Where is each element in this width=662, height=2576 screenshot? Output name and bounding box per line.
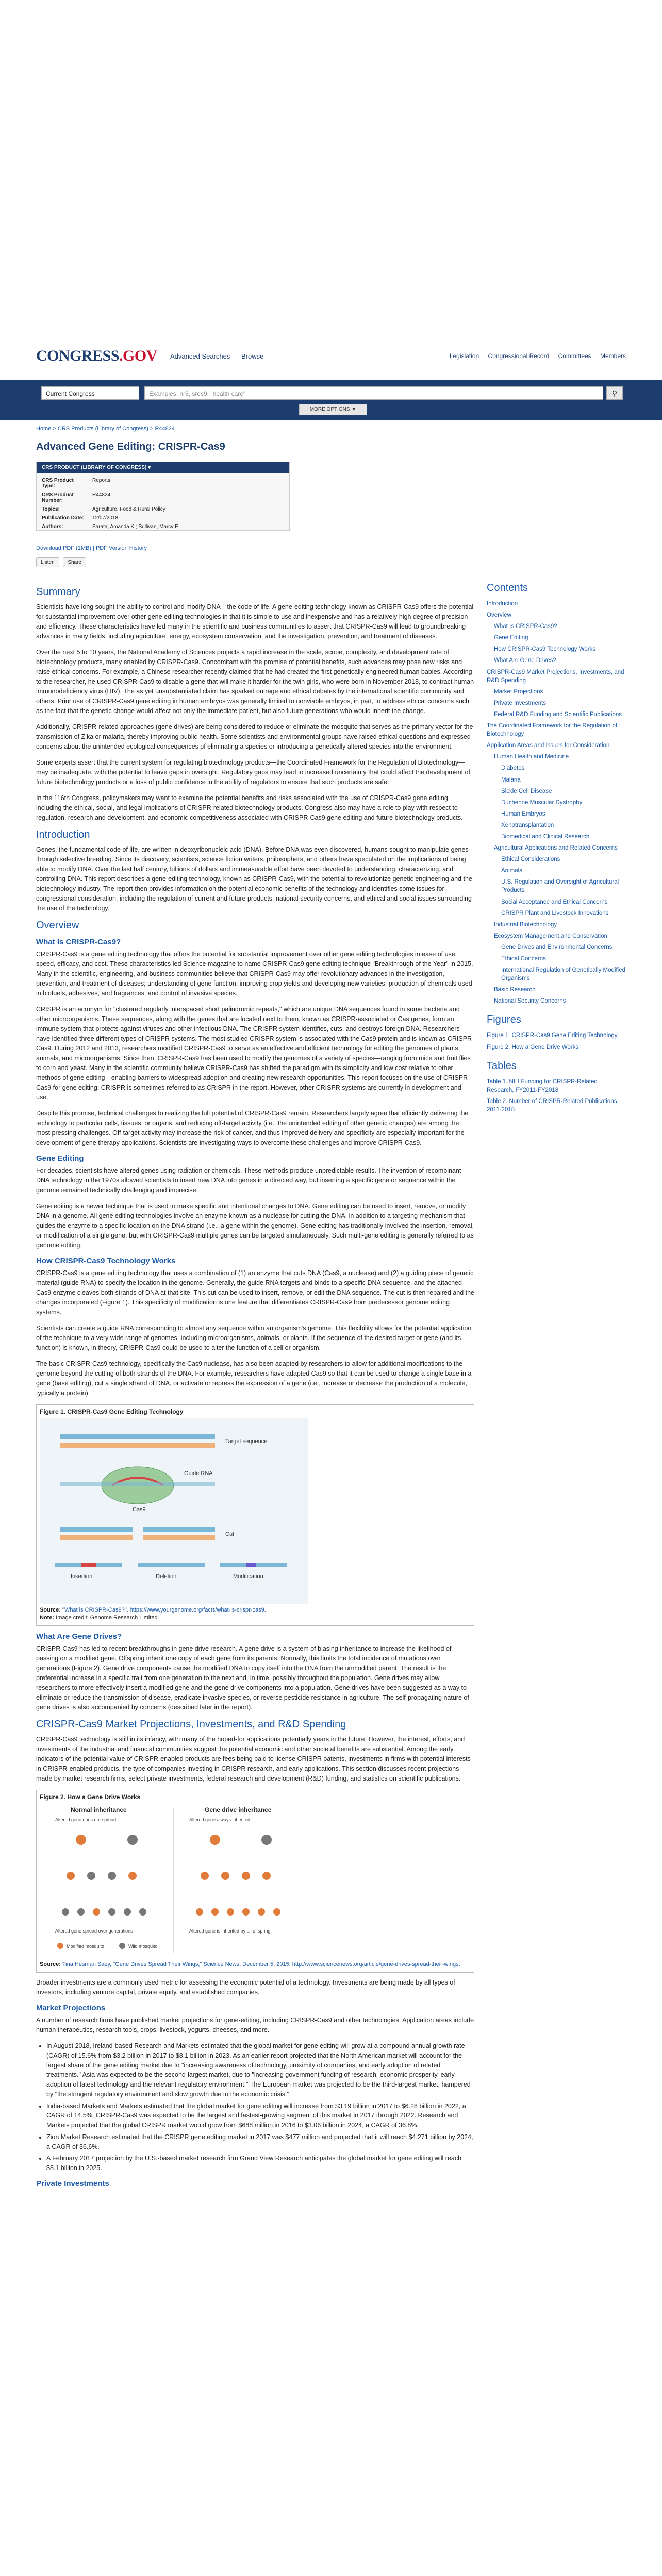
gene-editing-heading: Gene Editing [36,1154,84,1163]
toc-link[interactable]: What Are Gene Drives? [494,657,556,664]
meta-key: Publication Date: [42,515,84,521]
toc-link[interactable]: Diabetes [501,765,525,772]
summary-paragraph: Some experts assert that the current system for regulating biotechnology products—the Coordinated Framework for the Regulation of Biotechnology—may be inadequate, with the potential to leave gaps in oversight. Regulatory gaps may lead to increased uncertainty that could affect the development of future biotechnology products or a loss of public confidence in the ability of regulators to ensure that such products are safe. [36,759,470,786]
summary-heading: Summary [36,586,80,598]
site-logo[interactable]: CONGRESS.GOV [36,347,157,364]
page-top-blank [0,0,662,330]
figures-list [487,1030,626,1053]
toc-link[interactable]: U.S. Regulation and Oversight of Agricultural Products [501,879,619,894]
search-button[interactable] [606,386,623,400]
figure-2 [36,1790,474,1973]
toc-link[interactable]: Introduction [487,601,518,607]
gene-drives-paragraph: CRISPR-Cas9 has led to recent breakthroughs in gene drive research. A gene drive is a system of biasing inheritance to increase the likelihood of passing on a modified gene. Offspring inherit one copy of each gene from its parents. Normally, this limits the total incidence of mutations over generations (Figure 2). Gene drive components cause the modified DNA to copy itself into the DNA from the unmodified parent. The result is the preferential increase in a specific trait from one generation to the next and, in time, possibly throughout the population. Gene drives may allow researchers to more effectively insert a modified gene and the gene drive components into a population. Gene drives have been suggested as a way to eliminate or reduce the transmission of disease, eradicate invasive species, or reverse pesticide resistance in agriculture. The self-propagating nature of gene drives is also accompanied by concerns (described later in the report). [36,1645,469,1711]
figure-1-diagram [40,1418,308,1604]
toc-link[interactable]: Industrial Biotechnology [494,921,557,928]
tables-heading: Tables [487,1060,517,1072]
meta-key: Topics: [42,506,60,512]
meta-value: R44824 [92,492,111,498]
list-item: • A February 2017 projection by the U.S.-based market research firm Grand View Research anticipates the global market for gene editing will reach $8.1 billion in 2025. [46,2154,474,2173]
header-right-links [442,352,626,360]
gene-editing-paragraph: Gene editing is a newer technique that is used to make specific and intentional changes to DNA. Gene editing can be used to insert, remove, or modify DNA in a genome. All gene editing technologies involve an enzyme known as a nuclease for cutting the DNA, in addition to a targeting mechanism that guides the enzyme to a specific location on the DNA strand (i.e., a gene within the genome). Gene editing has traditionally involved the insertion, removal, or modification of a single gene, but with CRISPR-Cas9 multiple genes can be targeted simultaneously. Such multi-gene editing is generally referred to as genome editing. [36,1202,474,1249]
header-link-congressional-record[interactable]: Congressional Record [488,352,550,360]
meta-value[interactable]: Agriculture, Food & Rural Policy [92,506,166,512]
meta-value: Reports [92,478,111,483]
summary-paragraph: In the 116th Congress, policymakers may want to examine the potential benefits and risks associated with the use of CRISPR-Cas9 gene editing, including the ethical, social, and legal implications of CRISPR-related biotechnology products. Congress also may have a role to play with respect to regulation, research and development, and economic competitiveness associated with CRISPR-Cas9 gene editing and future biotechnology products. [36,794,463,821]
header-link-advanced-searches[interactable]: Advanced Searches [170,352,230,360]
market-projections-heading: Market Projections [36,2004,106,2012]
normal-inheritance-title: Normal inheritance [71,1806,127,1814]
introduction-paragraph: Genes, the fundamental code of life, are written in deoxyribonucleic acid (DNA). Before DNA was even discovered, humans sought to manipulate genes through selective breeding. Since its discovery, scientists, science fiction writers, philosophers, and others have speculated on the implications of being able to modify DNA. Over the last half century, billions of dollars and immeasurable effort have been devoted to understanding, characterizing, and controlling DNA. This report describes a gene-editing technology, known as CRISPR-Cas9, with the potential to revolutionize genetic engineering and the biotechnology industry. The report then provides information on the potential economic benefits of the technology and identifies some issues for congressional consideration, including the regulation of current and future products, national security concerns, and ethical and social issues surrounding the use of the technology. [36,846,472,912]
toc-table-link[interactable]: Table 2. Number of CRISPR-Related Publications, 2011-2018 [487,1098,619,1113]
label-cas9: Cas9 [133,1506,146,1513]
header-links [170,352,273,360]
crs-product-header[interactable]: CRS PRODUCT (LIBRARY OF CONGRESS) ▾ [37,462,289,473]
toc-link[interactable]: Duchenne Muscular Dystrophy [501,799,583,806]
meta-value: 12/07/2018 [92,515,119,521]
label-guide-rna: Guide RNA [184,1470,213,1477]
toc-link[interactable]: Ethical Concerns [501,956,546,962]
toc-link[interactable]: National Security Concerns [494,998,566,1005]
header-link-committees[interactable]: Committees [558,352,591,360]
header-link-browse[interactable]: Browse [241,352,264,360]
toc-link[interactable]: How CRISPR-Cas9 Technology Works [494,646,596,653]
crs-product-box [36,462,290,531]
report-body [36,582,474,2191]
header-link-legislation[interactable]: Legislation [449,352,479,360]
more-options-button[interactable]: MORE OPTIONS ▼ [299,404,367,415]
breadcrumb[interactable]: Home > CRS Products (Library of Congress) > R44824 [36,426,175,432]
figure-1-title: Figure 1. CRISPR-Cas9 Gene Editing Technology [40,1408,184,1415]
list-item: • Zion Market Research estimated that the CRISPR gene editing market in 2017 was $477 million and projected that it will reach $4.271 billion by 2024, a CAGR of 36.6%. [46,2132,474,2152]
search-input[interactable]: Examples: hr5, sres9, "health care" [144,386,603,400]
toc-list [487,598,626,1007]
market-paragraph: CRISPR-Cas9 technology is still in its infancy, with many of the hoped-for applications potentially years in the future. However, the interest, efforts, and investments of the industrial and financial communities suggest the potential economic and other societal benefits are substantial. Among the early indicators of the potential value of CRISPR-enabled products are fees being paid to license CRISPR patents, investments in firms with potential interests in CRISPR-enabled products, the type of companies investing in CRISPR research, and early applications. This section discusses recent projections made by market research firms, select private investments, federal research and development (R&D) funding, and statistics on scientific publications. [36,1736,471,1782]
search-icon: ⚲ [611,389,618,397]
table-of-contents-sidebar [487,582,626,1115]
how-it-works-paragraph: CRISPR-Cas9 is a gene editing technology that uses a combination of (1) an enzyme that cuts DNA (Cas9, a nuclease) and (2) a guiding piece of genetic material (guide RNA) to specify the location in the genome. Generally, the guide RNA targets and binds to a specific DNA sequence, and the attached Cas9 enzyme cleaves both strands of DNA at that site. This cut can be used to insert, remove, or edit the DNA sequence. The cut is then repaired and the changes incorporated (Figure 1). This specificity of modification is one feature that differentiates CRISPR-Cas9 from predecessor genome editing systems. [36,1269,475,1316]
list-item: • India-based Markets and Markets estimated that the global market for gene editing will increase from $3.19 billion in 2017 to $6.28 billion in 2022, a CAGR of 14.5%. CRISPR-Cas9 was expected to be the largest and fastest-growing segment of this market in 2017 through 2022. Research and Markets projected that the global CRISPR market would grow from $688 million in 2016 to $3.06 billion in 2024, a CAGR of 36.8%. [46,2102,474,2130]
how-it-works-paragraph: Scientists can create a guide RNA corresponding to almost any sequence within an organism's genome. This flexibility allows for the potential application of the technique to a very wide range of genomes, including microorganisms, animals, or plants. If the sequence of the desired target or gene (and its function) is known, in theory, CRISPR-Cas9 could be used to alter the function of a cell or organism. [36,1325,472,1351]
normal-top-caption: Altered gene does not spread [55,1817,117,1822]
toc-link[interactable]: Basic Research [494,987,536,993]
how-it-works-paragraph: The basic CRISPR-Cas9 technology, specifically the Cas9 nuclease, has also been adapted by researchers to allow for additional modifications to the genome beyond the cutting of both strands of the DNA. For example, researchers have adapted Cas9 so that it can be used to change a single base in a gene (base editing), cut a single strand of DNA, or activate or repress the expression of a gene (i.e., increase or decrease the production of a molecule, typically a protein). [36,1360,472,1397]
how-it-works-heading: How CRISPR-Cas9 Technology Works [36,1257,176,1265]
gene-drive-top-caption: Altered gene always inherited [189,1817,251,1822]
toc-link[interactable]: Market Projections [494,688,543,695]
legend-modified: Modified mosquito [67,1944,105,1949]
toc-link[interactable]: Xenotransplantation [501,822,554,828]
figure-1-note: Note: Image credit: Genome Research Limited. [40,1615,159,1621]
gene-drive-inheritance-title: Gene drive inheritance [205,1806,272,1814]
what-is-crispr-heading: What Is CRISPR-Cas9? [36,938,121,946]
label-modification: Modification [233,1573,263,1580]
page-title: Advanced Gene Editing: CRISPR-Cas9 [36,441,225,452]
download-links[interactable]: Download PDF (1MB) | PDF Version History [36,545,147,551]
crs-meta-table [42,476,184,531]
meta-key: Authors: [42,524,63,530]
toc-link[interactable]: What Is CRISPR-Cas9? [494,623,557,630]
overview-paragraph: Despite this promise, technical challenges to realizing the full potential of CRISPR-Cas9 remain. Researchers largely agree that efficiently delivering the technology to particular cells, tissues, or organs, and reducing off-target activity (i.e., the unintended editing of other genetic changes) are among the most pressing challenges. Off-target activity may increase the risk of cancer, and thus improved delivery and specificity are especially important for the development of gene therapy applications. Scientists are investigating ways to overcome these challenges and improve CRISPR-Cas9. [36,1110,469,1146]
toc-link[interactable]: Malaria [501,776,521,783]
search-bar [0,380,662,420]
toc-link[interactable]: Animals [501,868,522,874]
gene-drive-bottom-caption: Altered gene is inherited by all offspring [189,1928,271,1934]
summary-paragraph: Over the next 5 to 10 years, the National Academy of Sciences projects a rapid increase in the scale, scope, complexity, and development rate of biotechnology products, many enabled by CRISPR-Cas9. Concomitant with the promise of potential benefits, such advances may pose new risks and raise ethical concerns. For example, a Chinese researcher recently claimed that he had created the first genetically engineered human babies. According to the researcher, he used CRISPR-Cas9 to disable a gene that will make it harder for the twin girls, who were born in November 2018, to contract human immunodeficiency virus (HIV). The as yet unsubstantiated claim has sparked outrage and ethical debates by the international scientific community and others. Prior use of CRISPR-Cas9 gene editing in human embryos was generally limited to nonviable embryos, in part, to address ethical concerns such as the fact that the genetic change would affect not only the immediate patient, but also future generations who would inherit the change. [36,649,474,715]
toc-link[interactable]: Ethical Considerations [501,856,560,863]
repair-outcomes [55,1563,287,1567]
toc-link[interactable]: Biomedical and Clinical Research [501,833,590,840]
overview-paragraph: CRISPR is an acronym for "clustered regularly interspaced short palindromic repeats," which are unique DNA sequences found in some bacteria and other microorganisms. These sequences, along with the genes that are located next to them, known as CRISPR-associated or Cas genes, form an immune system that protects against viruses and other infectious DNA. The CRISPR system identifies, cuts, and destroys foreign DNA. Researchers have identified three different types of CRISPR systems. The most studied CRISPR system is associated with the Cas9 protein and is known as CRISPR-Cas9. During 2012 and 2013, researchers modified CRISPR-Cas9 to serve as an effective and efficient technology for editing the genomes of plants, animals, and microorganisms. Since then, CRISPR-Cas9 has been used to modify the genomes of a variety of species—ranging from mice and fruit flies to corn and yeast. Many in the scientific community believe CRISPR-Cas9 has shifted the paradigm with its simplicity and low cost relative to other methods of gene editing—enabling barriers to widespread adoption and creating new research opportunities. This report focuses on the use of CRISPR-Cas9 for gene editing; CRISPR is sometimes referred to as CRISPR in the report. However, other CRISPR systems are currently in development and use. [36,1006,474,1101]
summary-paragraph: Scientists have long sought the ability to control and modify DNA—the code of life. A gene-editing technology known as CRISPR-Cas9 offers the potential for substantial improvement over other gene editing technologies in that it is simple to use and inexpensive and has a relatively high degree of precision and efficiency. These characteristics have led many in the scientific and business communities to assert that CRISPR-Cas9 will lead to groundbreaking advances in many fields, including agriculture, energy, ecosystem conservation, and the investigation, prevention, and treatment of diseases. [36,603,474,640]
market-projections-intro: A number of research firms have published market projections for gene-editing, including CRISPR-Cas9 and other technologies. Application areas include human therapeutics, research tools, crops, livestock, yogurts, cheeses, and more. [36,2016,474,2033]
meta-value: Sarata, Amanda K.; Sullivan, Marcy E. [92,524,180,530]
meta-key: CRS Product Number: [42,492,74,503]
normal-bottom-caption: Altered gene spread over generations [55,1928,133,1934]
figure-2-source: Source: Tina Hesman Saey, "Gene Drives Spread Their Wings," Science News, December 5, 2015, http://www.sciencenews.org/article/gene-drives-spread-their-wings. [40,1961,460,1968]
toc-figure-link[interactable]: Figure 2. How a Gene Drive Works [487,1044,579,1050]
toc-table-link[interactable]: Table 1. NIH Funding for CRISPR-Related Research, FY2011-FY2018 [487,1078,598,1093]
listen-button[interactable]: Listen [36,557,59,567]
gene-drives-heading: What Are Gene Drives? [36,1632,122,1641]
market-heading: CRISPR-Cas9 Market Projections, Investments, and R&D Spending [36,1719,346,1730]
toc-link[interactable]: Federal R&D Funding and Scientific Publications [494,711,622,718]
toc-link[interactable]: The Coordinated Framework for the Regulation of Biotechnology [487,723,618,738]
legend-wild: Wild mosquito [128,1944,158,1949]
toc-link[interactable]: Gene Drives and Environmental Concerns [501,944,613,951]
toc-link[interactable]: Agricultural Applications and Related Concerns [494,845,618,852]
share-button[interactable]: Share [63,557,86,567]
toc-link[interactable]: Private Investments [494,700,546,706]
label-target-sequence: Target sequence [225,1438,268,1445]
contents-heading: Contents [487,582,528,594]
gene-editing-paragraph: For decades, scientists have altered genes using radiation or chemicals. These methods produce unpredictable results. The invention of recombinant DNA technology in the 1970s allowed scientists to insert new DNA into genes in a directed way, but inserting a specific gene or sequence within the genome remained technically challenging and imprecise. [36,1167,461,1194]
overview-paragraph: CRISPR-Cas9 is a gene editing technology that offers the potential for substantial improvement over other gene editing technologies in ease of use, speed, efficacy, and cost. These characteristics led Science magazine to name CRISPR-Cas9 gene editing technique "Breakthrough of the Year" in 2015. Many in the scientific, engineering, and business communities believe that CRISPR-Cas9 may offer revolutionary advances in the investigation, prevention, and treatment of diseases; understanding of gene function; improving crop yields and developing new varieties; production of chemicals used in biofuels, adhesives, and fragrances; and control of invasive species. [36,951,473,997]
label-deletion: Deletion [156,1573,177,1580]
overview-heading: Overview [36,920,79,931]
list-item: • In August 2018, Ireland-based Research and Markets estimated that the global market for gene editing will grow at a compound annual growth rate (CAGR) of 15.6% from $3.2 billion in 2017 to $8.1 billion in 2023. As an earlier report projected that the North American market will account for the largest share of the gene editing market due to "increasing awareness of technology, proximity of companies, and early adoption of related treatments." Asia was expected to be the second-largest market, due to "increasing government funding of research, economic prosperity, early adoption of latest technology and the relevant regulatory environment." The European market was projected to be the third-largest market, hampered by "the stringent regulatory environment and slow growth due to the economic crisis." [46,2041,474,2099]
figure-2-title: Figure 2. How a Gene Drive Works [40,1793,141,1801]
meta-key: CRS Product Type: [42,478,74,489]
figure-1 [36,1404,474,1626]
toc-link[interactable]: International Regulation of Genetically Modified Organisms [501,967,626,982]
toc-link[interactable]: Gene Editing [494,635,528,641]
toc [487,582,626,1115]
toc-link[interactable]: Sickle Cell Disease [501,788,552,794]
label-cut: Cut [225,1531,235,1537]
search-scope-select[interactable]: Current Congress [41,386,139,400]
action-buttons [36,557,88,567]
toc-link[interactable]: CRISPR-Cas9 Market Projections, Investments, and R&D Spending [487,669,624,684]
figures-heading: Figures [487,1014,521,1026]
private-investments-heading: Private Investments [36,2179,109,2188]
toc-link[interactable]: Overview [487,612,511,619]
tables-list [487,1076,626,1115]
introduction-heading: Introduction [36,829,90,840]
toc-figure-link[interactable]: Figure 1. CRISPR-Cas9 Gene Editing Technology [487,1032,618,1039]
summary-paragraph: Additionally, CRISPR-related approaches (gene drives) are being considered to reduce or eliminate the mosquito that serves as the primary vector for the transmission of Zika or malaria, thereby improving public health. Some scientists and environmental groups have raised ethical questions and expressed concerns about the unintended ecological consequences of eliminating a species or introducing a genetically altered species into the environment. [36,723,473,750]
toc-link[interactable]: Ecosystem Management and Conservation [494,933,607,939]
figure-2-diagram [40,1804,308,1958]
toc-link[interactable]: Human Health and Medicine [494,754,569,760]
toc-link[interactable]: Human Embryos [501,810,545,817]
toc-link[interactable]: CRISPR Plant and Livestock Innovations [501,910,609,917]
toc-link[interactable]: Application Areas and Issues for Consideration [487,742,610,749]
header-link-members[interactable]: Members [600,352,626,360]
market-paragraph-2: Broader investments are a commonly used metric for assessing the economic potential of a technology. Investments are being made by all types of investors, including venture capital, private equity, and established companies. [36,1979,455,1996]
figure-1-source: Source: "What is CRISPR-Cas9?", https://www.yourgenome.org/facts/what-is-crispr-cas9. [40,1607,266,1613]
market-projections-list [36,2041,474,2173]
label-insertion: Insertion [71,1573,93,1580]
toc-link[interactable]: Social Acceptance and Ethical Concerns [501,899,608,905]
